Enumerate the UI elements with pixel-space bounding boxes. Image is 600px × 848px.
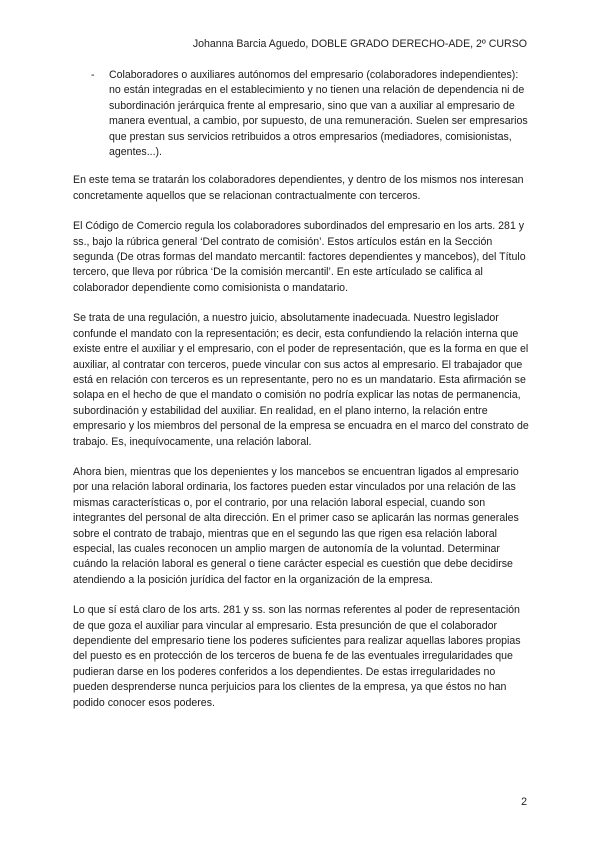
bullet-item (73, 68, 529, 160)
paragraph-representacion: Lo que sí está claro de los arts. 281 y ss. son las normas referentes al poder de representación de que goza el auxiliar para vincular al empresario. Esta presunción de que el colaborador dependiente del empresario tiene los poderes suficientes para realizar aquellas labores propias del puesto es en protección de los terceros de buena fe de las eventuales irregularidades que pudieran darse en los poderes conferidos a los dependientes. De estas irregularidades no pueden desprenderse nunca perjuicios para los clientes de la empresa, ya que éstos no han podido conocer esos poderes. (73, 604, 521, 709)
paragraph-intro: En este tema se tratarán los colaboradores dependientes, y dentro de los mismos nos interesan concretamente aquellos que se relacionan contractualmente con terceros. (73, 174, 524, 202)
bullet-dash: - (91, 69, 95, 81)
paragraph-regulacion: Se trata de una regulación, a nuestro juicio, absolutamente inadecuada. Nuestro legislador confunde el mandato con la representación; es decir, esta confundiendo la relación interna que existe entre el auxiliar y el empresario, con el poder de representación, que es la forma en que el auxiliar, al contratar con terceros, puede vincular con sus actos al empresario. El trabajador que está en relación con terceros es un representante, pero no es un mandatario. Esta afirmación se solapa en el hecho de que el mandato o comisión no podría explicar las notas de permanencia, subordinación y estabilidad del auxiliar. En realidad, en el plano interno, la relación entre empresario y los miembros del personal de la empresa se encuadra en el marco del constrato de trabajo. Es, inequívocamente, una relación laboral. (73, 312, 529, 448)
bullet-text: Colaboradores o auxiliares autónomos del empresario (colaboradores independientes): no están integradas en el establecimiento y no tienen una relación de dependencia ni de subordinación jerárquica frente al empresario, sino que van a auxiliar al empresario de manera eventual, a cambio, por supuesto, de una remuneración. Suelen ser empresarios que prestan sus servicios retribuidos a otros empresarios (mediadores, comisionistas, agentes...). (109, 69, 528, 159)
paragraph-codigo-comercio: El Código de Comercio regula los colaboradores subordinados del empresario en los arts. 281 y ss., bajo la rúbrica general ‘Del contrato de comisión’. Estos artículos están en la Sección segunda (De otras formas del mandato mercantil: factores dependientes y mancebos), del Título tercero, que lleva por rúbrica ‘De la comisión mercantil’. En este artículado se califica al colaborador dependiente como comisionista o mandatario. (73, 220, 526, 294)
page-body (73, 68, 529, 726)
paragraph-relacion-laboral: Ahora bien, mientras que los depenientes y los mancebos se encuentran ligados al empresario por una relación laboral ordinaria, los factores pueden estar vinculados por una relación de las mismas características o, por el contrario, por una relación laboral especial, cuando son integrantes del personal de alta dirección. En el primer caso se aplicarán las normas generales sobre el contrato de trabajo, mientras que en el segundo las que rigen esa relación laboral especial, las cuales reconocen un amplio margen de autonomía de la voluntad. Determinar cuándo la relación laboral es general o tiene carácter especial es cuestión que debe decidirse atendiendo a la posición jurídica del factor en la organización de la empresa. (73, 465, 519, 586)
page-header: Johanna Barcia Aguedo, DOBLE GRADO DERECHO-ADE, 2º CURSO (192, 38, 527, 50)
page-number: 2 (521, 796, 527, 808)
